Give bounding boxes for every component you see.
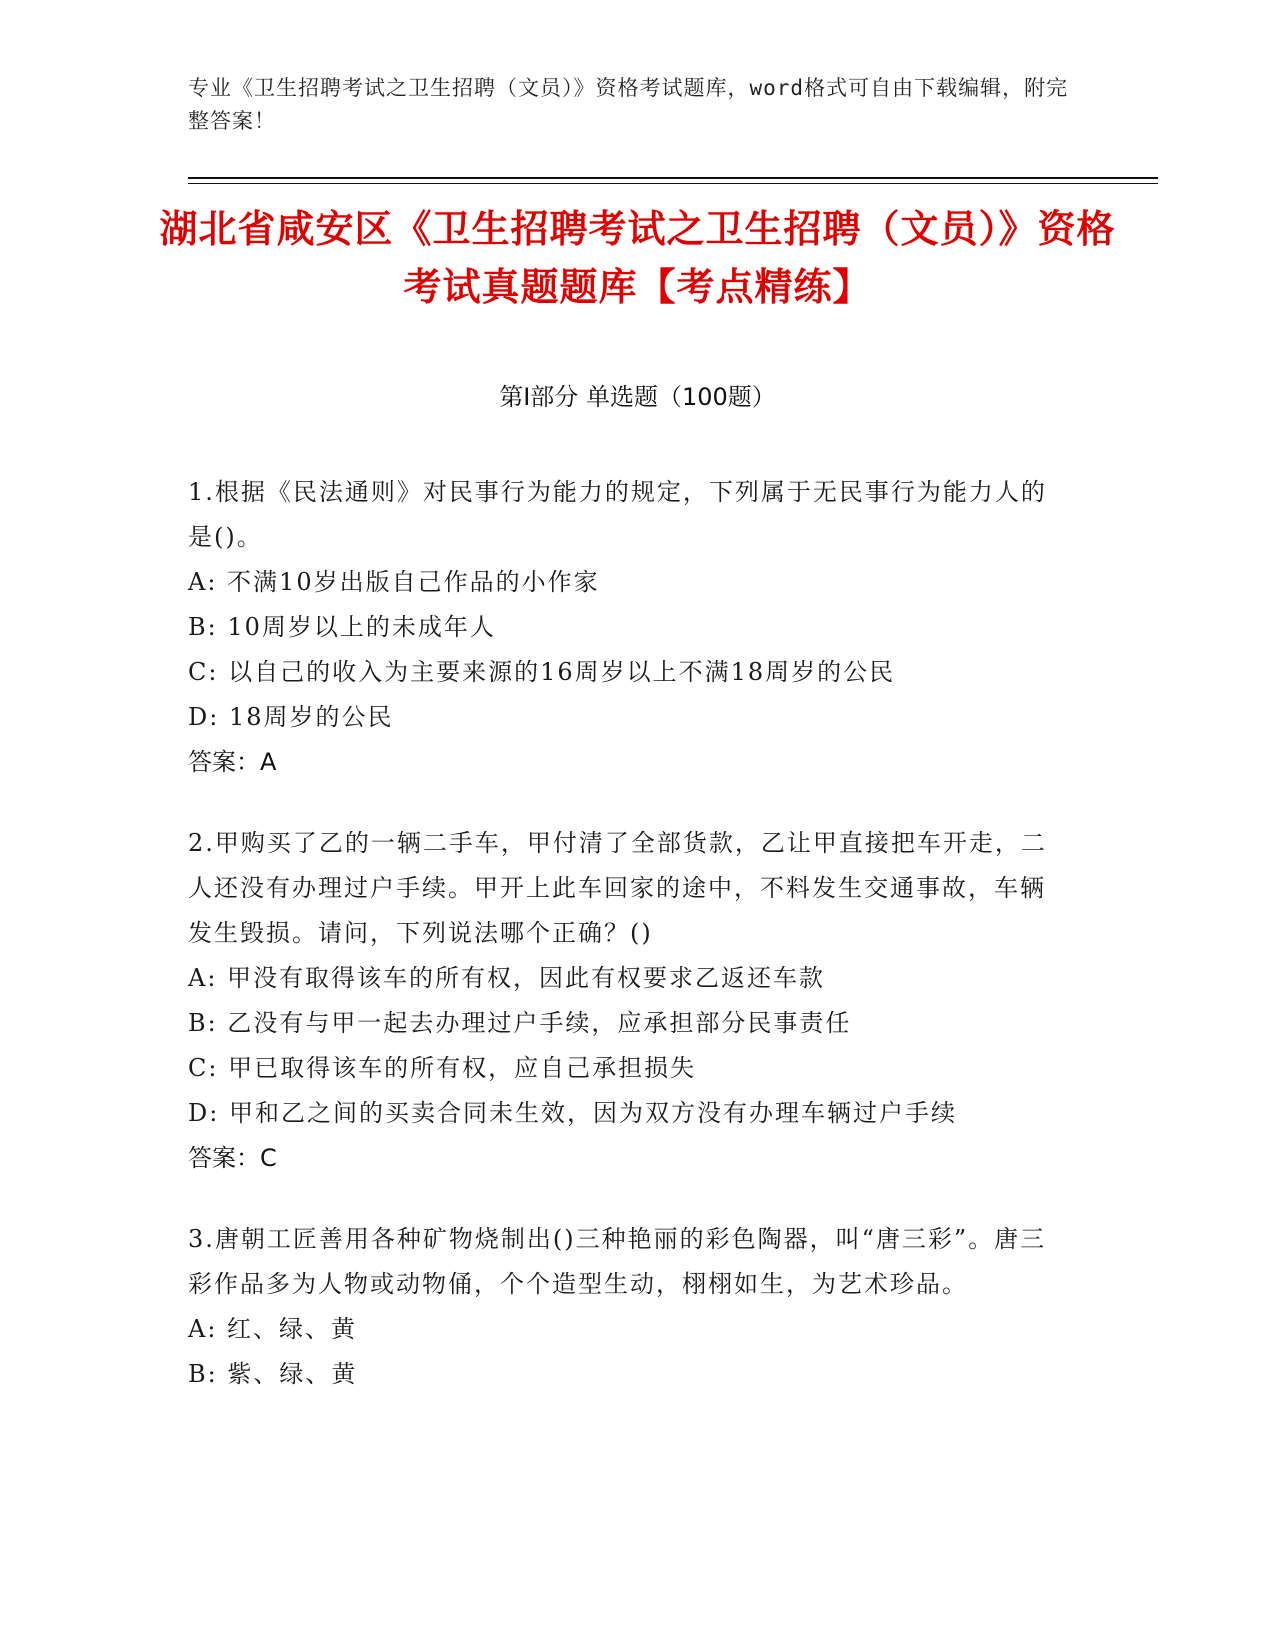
header-rule-thick [188,177,1158,179]
answer-line: 答案：C [188,1144,277,1172]
question-3 [188,1217,1068,1397]
question-2 [188,821,1068,1181]
option-b: B: 乙没有与甲一起去办理过户手续，应承担部分民事责任 [188,1009,852,1037]
section-title: 第I部分 单选题（100题） [499,383,776,411]
question-stem: 1.根据《民法通则》对民事行为能力的规定，下列属于无民事行为能力人的是()。 [188,478,1047,551]
option-a: A: 甲没有取得该车的所有权，因此有权要求乙返还车款 [188,964,826,992]
option-c: C: 以自己的收入为主要来源的16周岁以上不满18周岁的公民 [188,658,896,686]
option-a: A: 不满10岁出版自己作品的小作家 [188,568,600,596]
answer-line: 答案：A [188,748,277,776]
option-d: D: 18周岁的公民 [188,703,394,731]
option-c: C: 甲已取得该车的所有权，应自己承担损失 [188,1054,697,1082]
question-stem: 3.唐朝工匠善用各种矿物烧制出()三种艳丽的彩色陶器，叫“唐三彩”。唐三彩作品多为人物或动物俑，个个造型生动，栩栩如生，为艺术珍品。 [188,1225,1047,1298]
option-b: B: 10周岁以上的未成年人 [188,613,496,641]
option-a: A: 红、绿、黄 [188,1315,358,1343]
question-stem: 2.甲购买了乙的一辆二手车，甲付清了全部货款，乙让甲直接把车开走，二人还没有办理过户手续。甲开上此车回家的途中，不料发生交通事故，车辆发生毁损。请问，下列说法哪个正确？() [188,829,1047,947]
document-title: 湖北省咸安区《卫生招聘考试之卫生招聘（文员）》资格考试真题题库【考点精练】 [159,207,1116,309]
header-rule-thin [188,183,1158,184]
question-list [188,470,1068,1433]
option-d: D: 甲和乙之间的买卖合同未生效，因为双方没有办理车辆过户手续 [188,1099,957,1127]
question-1 [188,470,1068,785]
header-note: 专业《卫生招聘考试之卫生招聘（文员）》资格考试题库，word格式可自由下载编辑，附完整答案！ [188,76,1069,133]
option-b: B: 紫、绿、黄 [188,1360,358,1388]
